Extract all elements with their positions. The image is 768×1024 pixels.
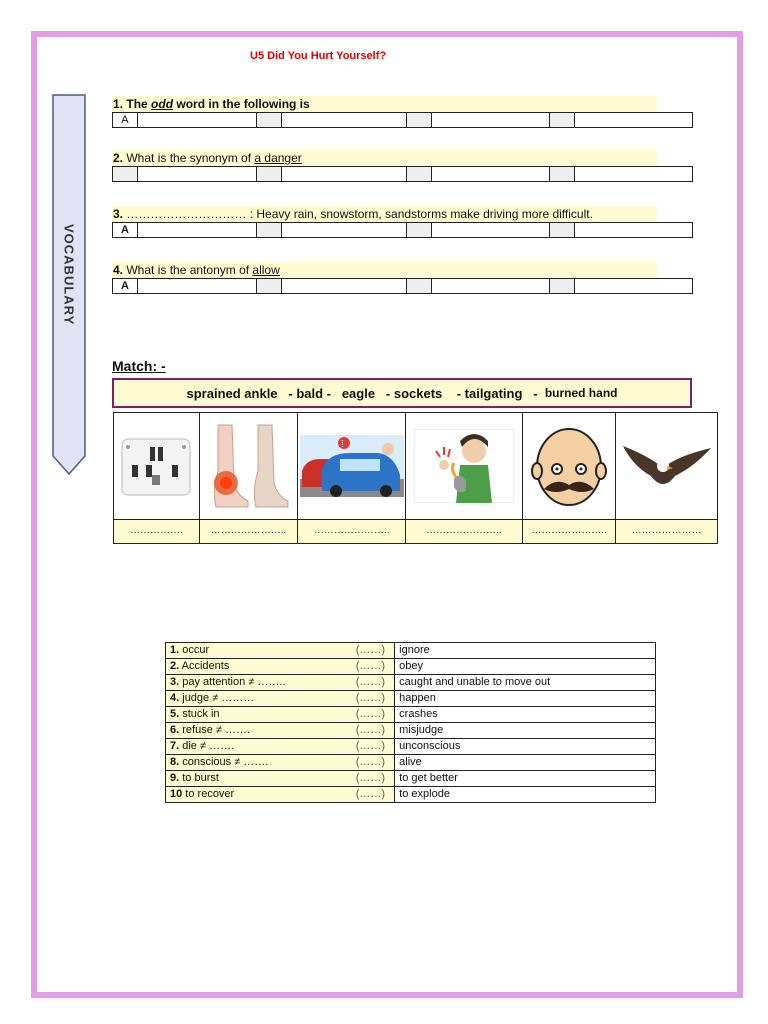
question-3-options [112,222,693,238]
question-1-emphasis: odd [151,97,174,111]
option-d-label [550,167,575,181]
question-4-underlined: allow [252,263,280,277]
option-a-label [113,167,138,181]
term-text: stuck in [179,708,220,720]
answer-blank[interactable]: ………………….. [298,520,406,543]
question-3-number: 3. [113,207,124,221]
tailgating-image [298,413,406,519]
worksheet-title: U5 Did You Hurt Yourself? [250,50,387,62]
term-cell [166,675,347,691]
word-bank [112,378,692,408]
term-text: conscious ≠ ……. [179,756,269,768]
term-number: 4. [170,692,180,704]
option-b-answer[interactable] [282,279,407,293]
term-text: pay attention ≠ …….. [179,676,286,688]
option-c-label [407,167,432,181]
match-answer-row [113,520,718,544]
option-d-answer[interactable] [575,113,692,127]
option-d-label [550,279,575,293]
question-1-text-after: word in the following is [173,97,310,111]
term-number: 3. [170,676,180,688]
term-number: 1. [170,644,180,656]
option-c-answer[interactable] [432,113,550,127]
option-d-answer[interactable] [575,279,692,293]
eagle-image [616,413,717,519]
table-row [166,659,656,675]
answer-blank[interactable]: ………………….. [200,520,299,543]
burned-hand-image [406,413,523,519]
svg-text:!: ! [340,439,344,450]
question-4-body: What is the antonym of [123,263,253,277]
question-4 [112,262,693,294]
term-text: judge ≠ ……… [179,692,255,704]
option-d-answer[interactable] [575,223,692,237]
question-2-number: 2. [113,151,124,165]
option-b-label [257,223,282,237]
term-number: 5. [170,708,180,720]
option-c-label [407,113,432,127]
answer-slot[interactable]: (……) [347,739,395,755]
question-4-options [112,278,693,294]
term-cell [166,707,347,723]
term-number: 6. [170,724,180,736]
option-c-label [407,279,432,293]
term-number: 10 [170,788,183,800]
definition-cell: caught and unable to move out [395,675,656,691]
term-number: 8. [170,756,180,768]
table-row [166,691,656,707]
option-d-label [550,223,575,237]
word-bank-words: sprained ankle - bald - eagle - sockets - tailgating - [186,385,545,401]
term-number: 9. [170,772,180,784]
table-row [166,723,656,739]
option-d-answer[interactable] [575,167,692,181]
match-heading: Match: - [112,358,166,374]
option-a-answer[interactable] [138,279,257,293]
table-row [166,739,656,755]
question-4-text [112,262,657,278]
table-row [166,771,656,787]
answer-blank[interactable]: ………………….. [523,520,617,543]
term-number: 7. [170,740,180,752]
answer-blank[interactable]: ……………. [114,520,200,543]
answer-slot[interactable]: (……) [347,675,395,691]
definition-cell: obey [395,659,656,675]
option-a-answer[interactable] [138,167,257,181]
answer-blank[interactable]: ………………….. [406,520,523,543]
option-a-label: A [113,279,138,293]
term-number: 2. [170,660,180,672]
answer-slot[interactable]: (……) [347,707,395,723]
table-row [166,675,656,691]
question-4-number: 4. [113,263,124,277]
answer-slot[interactable]: (……) [347,771,395,787]
question-1-number: 1. [113,97,124,111]
option-b-answer[interactable] [282,167,407,181]
table-row [166,755,656,771]
definition-cell: ignore [395,643,656,659]
term-text: Accidents [179,660,230,672]
matching-table [165,642,656,803]
question-1-text [112,96,657,112]
answer-slot[interactable]: (……) [347,755,395,771]
bald-man-image [523,413,617,519]
question-1 [112,96,693,128]
term-cell [166,659,347,675]
vocabulary-banner-label: VOCABULARY [61,224,77,326]
term-cell [166,755,347,771]
term-cell [166,771,347,787]
option-b-label [257,113,282,127]
option-c-answer[interactable] [432,167,550,181]
question-3-text [112,206,657,222]
answer-slot[interactable]: (……) [347,691,395,707]
match-images-row [113,412,718,520]
table-row [166,643,656,659]
table-row [166,787,656,803]
option-a-label: A [113,223,138,237]
definition-cell: alive [395,755,656,771]
question-2-text [112,150,657,166]
option-c-answer[interactable] [432,279,550,293]
term-text: die ≠ ……. [179,740,235,752]
term-text: to recover [182,788,235,800]
answer-blank[interactable]: ………………… [631,525,702,536]
definition-cell: to explode [395,787,656,803]
option-c-answer[interactable] [432,223,550,237]
term-text: occur [179,644,210,656]
option-b-answer[interactable] [282,223,407,237]
option-b-answer[interactable] [282,113,407,127]
question-2 [112,150,693,182]
question-2-underlined: a danger [254,151,302,165]
question-3 [112,206,693,238]
question-3-body: ………………………… : Heavy rain, snowstorm, sandstorms make driving more difficult. [123,207,593,221]
question-2-options [112,166,693,182]
option-b-label [257,279,282,293]
term-cell [166,787,347,803]
option-b-label [257,167,282,181]
definition-cell: misjudge [395,723,656,739]
word-bank-last-word: burned hand [544,386,618,400]
answer-slot[interactable]: (……) [347,643,395,659]
term-cell [166,691,347,707]
term-cell [166,739,347,755]
definition-cell: to get better [395,771,656,787]
option-a-answer[interactable] [138,113,257,127]
vocabulary-banner-text-box [52,94,86,456]
term-text: to burst [179,772,219,784]
term-text: refuse ≠ ……. [179,724,251,736]
term-cell [166,723,347,739]
sprained-ankle-image [200,413,299,519]
question-1-text-before: The [126,97,152,111]
socket-image [114,413,200,519]
answer-slot[interactable]: (……) [347,787,395,803]
definition-cell: unconscious [395,739,656,755]
answer-slot[interactable]: (……) [347,723,395,739]
definition-cell: crashes [395,707,656,723]
option-d-label [550,113,575,127]
option-a-label: A [113,113,138,127]
option-c-label [407,223,432,237]
answer-slot[interactable]: (……) [347,659,395,675]
term-cell [166,643,347,659]
option-a-answer[interactable] [138,223,257,237]
question-2-body: What is the synonym of [123,151,255,165]
question-1-options [112,112,693,128]
definition-cell: happen [395,691,656,707]
table-row [166,707,656,723]
